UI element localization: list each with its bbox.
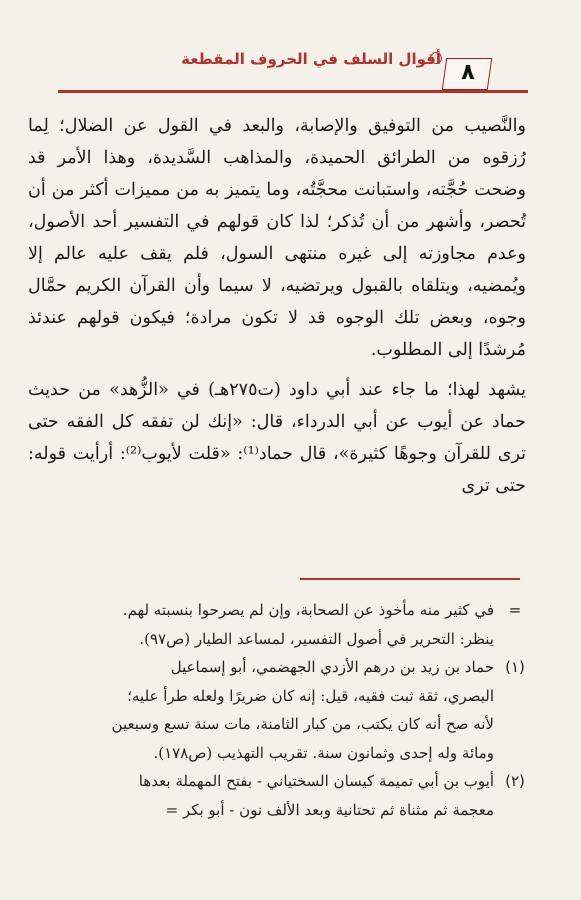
- footnote-marker: (١): [505, 658, 525, 676]
- footnote-line: معجمة ثم مثناة ثم تحتانية وبعد الألف نون - أبو بكر =: [165, 800, 494, 819]
- header-rule: [58, 90, 528, 93]
- paragraph-2: يشهد لهذا؛ ما جاء عند أبي داود (ت٢٧٥هـ) في «الزُّهد» من حديث حماد عن أيوب عن أبي الدرداء، قال: «إنك لن تفقه كل الفقه حتى ترى للقرآن وجوهًا كثيرة»، قال حماد⁽¹⁾: «قلت لأيوب⁽²⁾: أرأيت قوله: حتى ترى: [28, 380, 526, 496]
- footnote-line: البصري، ثقة ثبت فقيه، قيل: إنه كان ضريرًا ولعله طرأ عليه؛: [127, 686, 494, 705]
- footnotes: [24, 596, 530, 824]
- footnote-line: في كثير منه مأخوذ عن الصحابة، وإن لم يصرحوا بنسبته لهم.: [122, 601, 494, 619]
- paragraph-1: والنَّصيب من التوفيق والإصابة، والبعد في القول عن الضلال؛ لِما رُزقوه من الطرائق الحميدة، والمذاهب السَّديدة، وهذا الأمر قد وضحت حُجَّته، واستبانت محجَّتُه، وما يتميز به من مميزات أكثر من أن تُحصر، وأشهر من أن تُذكر؛ لذا كان قولهم في التفسير أحد الأصول، وعدم مجاوزته إلى غيره منتهى السول، فلم يقف عليه عالم إلا ويُمضيه، ويتلقاه بالقبول ويرتضيه، لا سيما وأن القرآن الكريم حمَّال وجوه، وبعض تلك الوجوه قد لا تكون مرادة؛ فيكون قولهم عندئذ مُرشدًا إلى المطلوب.: [28, 116, 526, 360]
- footnote-marker: (٢): [505, 772, 525, 790]
- footnote-line: ومائة وله إحدى وثمانون سنة. تقريب التهذيب (ص١٧٨).: [153, 743, 494, 762]
- main-text: [28, 110, 526, 502]
- footnote-line: أيوب بن أبي تميمة كيسان السختياني - بفتح المهملة بعدها: [138, 772, 494, 790]
- footnote-continuation: [24, 596, 530, 653]
- footnote-2: [24, 767, 530, 824]
- footnote-marker: =: [508, 601, 522, 619]
- footnote-line: حماد بن زيد بن درهم الأزدي الجهضمي، أبو إسماعيل: [170, 658, 494, 676]
- footnote-line: ينظر: التحرير في أصول التفسير، لمساعد الطيار (ص٩٧).: [139, 629, 494, 648]
- footnote-separator: [300, 578, 520, 580]
- page-number: ٨: [461, 60, 475, 85]
- footnote-1: [24, 653, 530, 767]
- footnote-line: لأنه صح أنه كان يكتب، من كبار الثامنة، مات سنة تسع وسبعين: [111, 715, 494, 733]
- running-title: أقوال السلف في الحروف المقطعة: [181, 50, 441, 68]
